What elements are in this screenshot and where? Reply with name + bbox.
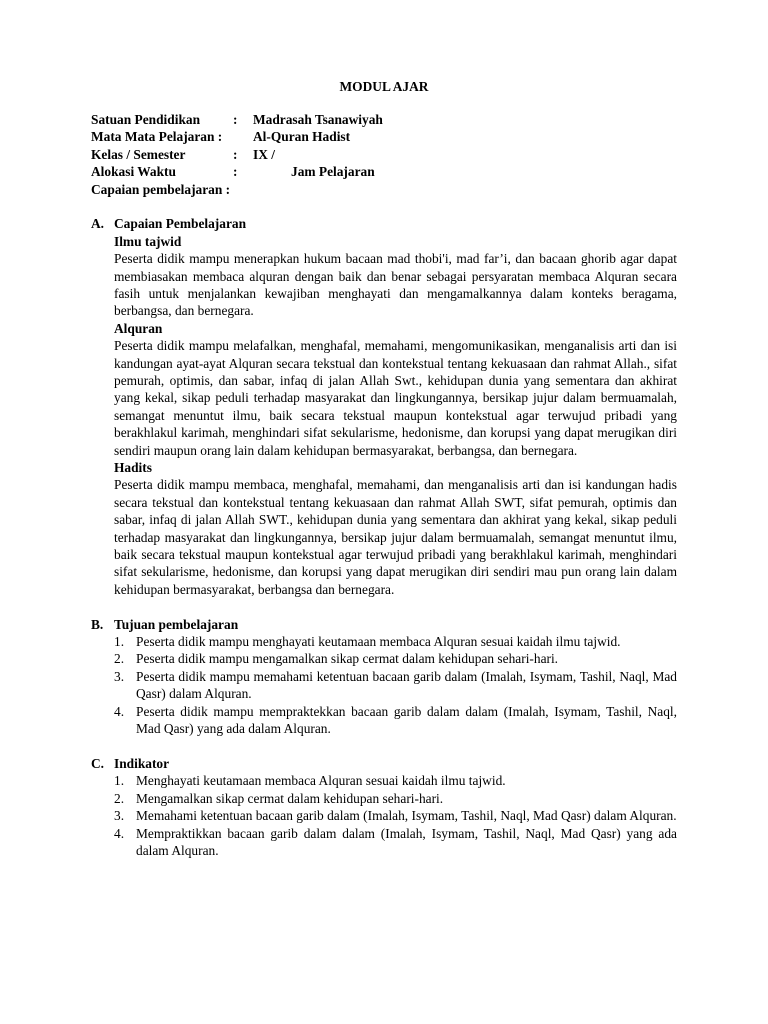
paragraph-hadits: Peserta didik mampu membaca, menghafal, memahami, dan menganalisis arti dan isi kandungan hadis secara tekstual dan kontekstual tentang kekuasaan dan rahmat Allah SWT, sifat pemurah, optimis dan sabar, infaq di jalan Allah SWT., kehidupan dunia yang sementara dan akhirat yang kekal, sikap peduli terhadap masyarakat dan lingkungannya, bersikap jujur dalam bermuamalah, semangat menuntut ilmu, baik secara tekstual maupun kontekstual agar terwujud pribadi yang berakhlakul karimah, menghindari sifat sekularisme, hedonisme, dan korupsi yang dapat merugikan diri sendiri mau pun orang lain dalam kehidupan bermasyarakat, berbangsa dan bernegara. bbox=[114, 477, 677, 597]
list-item bbox=[114, 703, 677, 738]
list-text: Peserta didik mampu mempraktekkan bacaan garib dalam dalam (Imalah, Isymam, Tashil, Naql, Mad Qasr) yang ada dalam Alquran. bbox=[136, 703, 677, 737]
section-b-body bbox=[91, 633, 677, 737]
list-number: 3. bbox=[114, 808, 125, 824]
meta-label: Alokasi Waktu bbox=[91, 164, 176, 180]
meta-value: Al-Quran Hadist bbox=[253, 129, 351, 145]
section-c-body bbox=[91, 772, 677, 859]
section-title: Capaian Pembelajaran bbox=[114, 216, 247, 232]
list-item bbox=[114, 668, 677, 703]
list-number: 3. bbox=[114, 668, 125, 684]
list-text: Mempraktikkan bacaan garib dalam dalam (Imalah, Isymam, Tashil, Naql, Mad Qasr) yang ada dalam Alquran. bbox=[136, 825, 677, 858]
list-text: Peserta didik mampu menghayati keutamaan membaca Alquran sesuai kaidah ilmu tajwid. bbox=[136, 634, 621, 650]
meta-colon: : bbox=[233, 164, 238, 180]
meta-row-kelas bbox=[91, 146, 677, 163]
meta-row-alokasi bbox=[91, 163, 677, 180]
meta-label: Satuan Pendidikan bbox=[91, 112, 201, 127]
meta-value: Madrasah Tsanawiyah bbox=[253, 112, 383, 127]
list-number: 4. bbox=[114, 703, 125, 719]
meta-row-satuan bbox=[91, 111, 677, 128]
list-item bbox=[114, 772, 677, 789]
subheading-alquran: Alquran bbox=[114, 320, 163, 336]
section-heading bbox=[91, 616, 677, 633]
list-item bbox=[114, 825, 677, 860]
section-a bbox=[91, 215, 677, 598]
list-text: Memahami ketentuan bacaan garib dalam (Imalah, Isymam, Tashil, Naql, Mad Qasr) dalam Alquran. bbox=[136, 808, 677, 824]
list-text: Peserta didik mampu memahami ketentuan bacaan garib dalam (Imalah, Isymam, Tashil, Naql, Mad Qasr) dalam Alquran. bbox=[136, 668, 677, 702]
list-text: Menghayati keutamaan membaca Alquran sesuai kaidah ilmu tajwid. bbox=[136, 773, 506, 789]
section-c bbox=[91, 755, 677, 859]
section-letter: B. bbox=[91, 616, 104, 632]
list-number: 1. bbox=[114, 634, 125, 650]
section-letter: C. bbox=[91, 755, 105, 771]
list-text: Mengamalkan sikap cermat dalam kehidupan sehari-hari. bbox=[136, 790, 444, 806]
list-number: 4. bbox=[114, 825, 125, 841]
document-title: MODUL AJAR bbox=[339, 79, 429, 94]
section-letter: A. bbox=[91, 216, 105, 232]
list-item bbox=[114, 790, 677, 807]
section-title: Tujuan pembelajaran bbox=[114, 616, 239, 632]
meta-row-capaian bbox=[91, 181, 677, 198]
section-heading bbox=[91, 755, 677, 772]
meta-colon: : bbox=[233, 146, 238, 162]
list-item bbox=[114, 807, 677, 824]
meta-value: Jam Pelajaran bbox=[291, 164, 375, 180]
meta-value: IX / bbox=[253, 146, 275, 162]
list-item bbox=[114, 650, 677, 667]
identity-block bbox=[91, 111, 677, 198]
meta-colon: : bbox=[233, 112, 238, 127]
meta-colon bbox=[233, 128, 253, 145]
meta-label: Capaian pembelajaran : bbox=[91, 181, 231, 197]
meta-row-mapel bbox=[91, 128, 677, 145]
section-title: Indikator bbox=[114, 755, 170, 771]
paragraph-tajwid: Peserta didik mampu menerapkan hukum bacaan mad thobi'i, mad far’i, dan bacaan ghorib agar dapat membiasakan membaca alquran dengan baik dan benar sebagai persyaratan membaca Alquran secara fasih untuk menjalankan kewajiban menghayati dan mengamalkannya dalam konteks beragama, berbangsa, dan bernegara. bbox=[114, 251, 677, 319]
list-number: 2. bbox=[114, 651, 125, 667]
list-item bbox=[114, 633, 677, 650]
meta-label: Mata Mata Pelajaran : bbox=[91, 129, 223, 145]
subheading-tajwid: Ilmu tajwid bbox=[114, 233, 182, 249]
section-heading bbox=[91, 215, 677, 232]
meta-colon bbox=[233, 181, 253, 198]
list-number: 2. bbox=[114, 790, 125, 806]
section-a-body bbox=[91, 233, 677, 599]
list-number: 1. bbox=[114, 773, 125, 789]
subheading-hadits: Hadits bbox=[114, 460, 152, 476]
indikator-list bbox=[114, 772, 677, 859]
paragraph-alquran: Peserta didik mampu melafalkan, menghafal, memahami, mengomunikasikan, menganalisis arti dan isi kandungan ayat-ayat Alquran secara tekstual dan kontekstual tentang kekuasaan dan rahmat Allah., sifat pemurah, optimis, dan sabar, infaq di jalan Allah Swt., kehidupan dunia yang sementara dan akhirat yang kekal, sikap peduli terhadap masyarakat dan lingkungannya, bersikap jujur dalam bermuamalah, semangat menuntut ilmu, baik secara tekstual maupun kontekstual agar terwujud pribadi yang berakhlakul karimah, menghindari sifat sekularisme, hedonisme, dan korupsi yang dapat merugikan diri sendiri maupun orang lain dalam kehidupan bermasyarakat, berbangsa, dan bernegara. bbox=[114, 338, 677, 458]
meta-label: Kelas / Semester bbox=[91, 146, 186, 162]
tujuan-list bbox=[114, 633, 677, 737]
section-b bbox=[91, 616, 677, 738]
list-text: Peserta didik mampu mengamalkan sikap cermat dalam kehidupan sehari-hari. bbox=[136, 651, 559, 667]
